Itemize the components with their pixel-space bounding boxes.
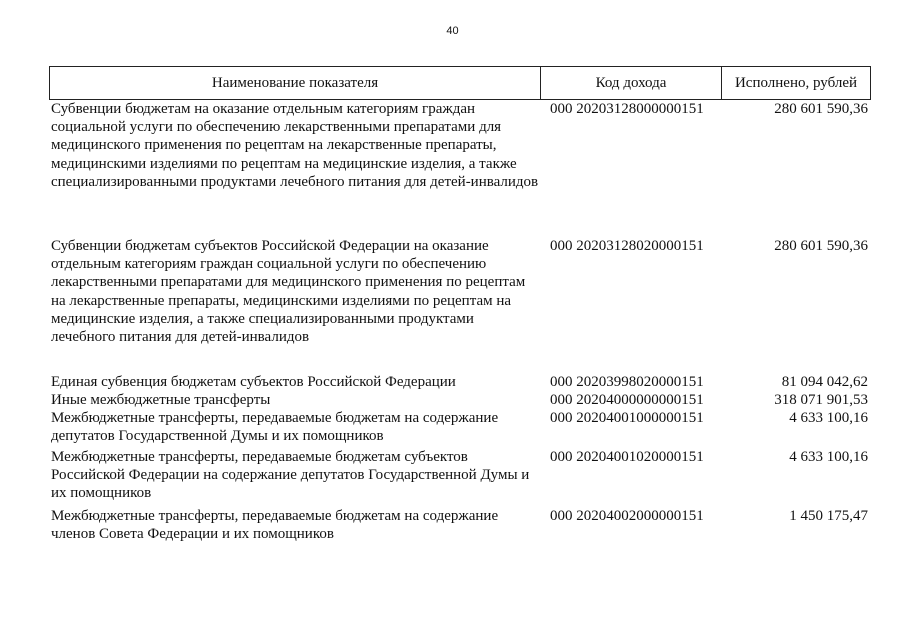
- executed-amount: 318 071 901,53: [774, 392, 868, 408]
- header-revenue-code: Код дохода: [541, 67, 722, 99]
- revenue-table: [49, 66, 871, 543]
- revenue-code: 000 20203998020000151: [550, 374, 704, 390]
- indicator-name: Межбюджетные трансферты, передаваемые бюджетам на содержание членов Совета Федерации и их помощников: [51, 508, 499, 543]
- indicator-name: Единая субвенция бюджетам субъектов Российской Федерации: [51, 374, 456, 390]
- executed-amount: 1 450 175,47: [789, 508, 868, 524]
- header-indicator-name: Наименование показателя: [50, 67, 541, 99]
- revenue-code: 000 20204001020000151: [550, 449, 704, 465]
- executed-amount: 4 633 100,16: [789, 449, 868, 465]
- table-header-row: [49, 66, 871, 100]
- indicator-name: Субвенции бюджетам на оказание отдельным категориям граждан социальной услуги по обеспечению лекарственными препаратами для медицинского применения по рецептам на лекарственные препараты, медицинскими изделиями по рецептам на медицинские изделия, а также специализированными продуктами лечебного питания для детей-инвалидов: [51, 101, 539, 190]
- executed-amount: 81 094 042,62: [781, 374, 868, 390]
- header-executed-amount: Исполнено, рублей: [734, 74, 858, 91]
- executed-amount: 280 601 590,36: [774, 238, 868, 254]
- indicator-name: Иные межбюджетные трансферты: [51, 392, 271, 408]
- indicator-name: Межбюджетные трансферты, передаваемые бюджетам субъектов Российской Федерации на содержание депутатов Государственной Думы и их помощников: [51, 449, 530, 502]
- indicator-name: Межбюджетные трансферты, передаваемые бюджетам на содержание депутатов Государственной Думы и их помощников: [51, 410, 499, 445]
- page-number: 40: [446, 25, 459, 37]
- revenue-code: 000 20204000000000151: [550, 392, 704, 408]
- revenue-code: 000 20203128000000151: [550, 101, 704, 117]
- indicator-name: Субвенции бюджетам субъектов Российской Федерации на оказание отдельным категориям граждан социальной услуги по обеспечению лекарственными препаратами для медицинского применения по рецептам на лекарственные препараты, медицинскими изделиями по рецептам на медицинские изделия, а также специализированными продуктами лечебного питания для детей-инвалидов: [51, 238, 526, 346]
- executed-amount: 280 601 590,36: [774, 101, 868, 117]
- revenue-code: 000 20203128020000151: [550, 238, 704, 254]
- revenue-code: 000 20204002000000151: [550, 508, 704, 524]
- revenue-code: 000 20204001000000151: [550, 410, 704, 426]
- executed-amount: 4 633 100,16: [789, 410, 868, 426]
